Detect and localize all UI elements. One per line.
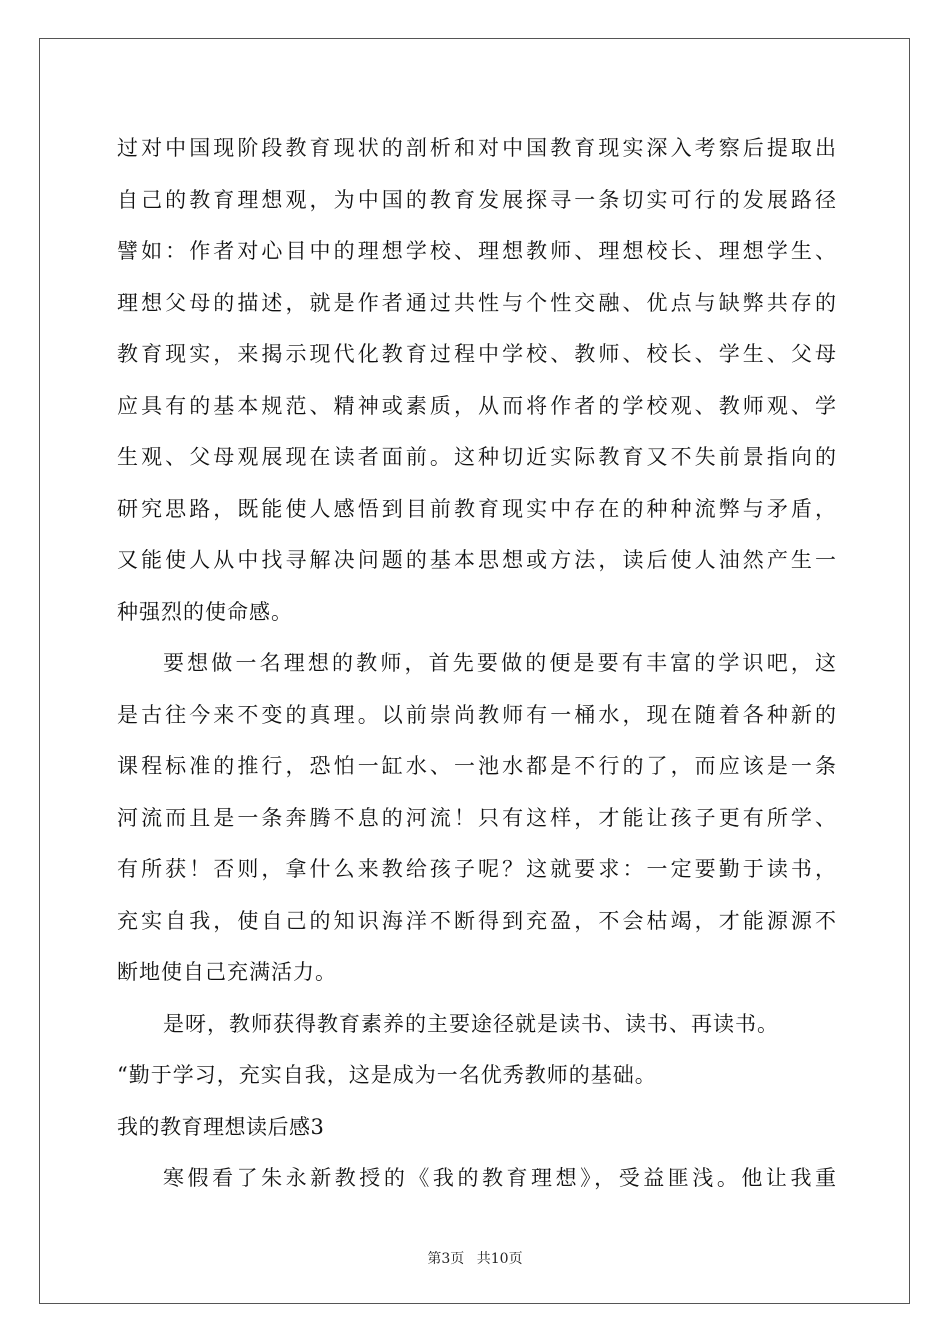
text-line: 譬如：作者对心目中的理想学校、理想教师、理想校长、理想学生、 — [117, 239, 837, 263]
text-line: “勤于学习，充实自我，这是成为一名优秀教师的基础。 — [117, 1063, 657, 1087]
text-line: 生观、父母观展现在读者面前。这种切近实际教育又不失前景指向的 — [117, 445, 837, 469]
text-line: 教育现实，来揭示现代化教育过程中学校、教师、校长、学生、父母 — [117, 342, 837, 366]
text-line: 河流而且是一条奔腾不息的河流！只有这样，才能让孩子更有所学、 — [117, 805, 837, 830]
text-line: 理想父母的描述，就是作者通过共性与个性交融、优点与缺弊共存的 — [117, 290, 837, 315]
text-line: 有所获！否则，拿什么来教给孩子呢？这就要求：一定要勤于读书， — [117, 857, 837, 881]
page-total: 共10页 — [476, 1251, 523, 1267]
text-line: 要想做一名理想的教师，首先要做的便是要有丰富的学识吧，这 — [163, 651, 837, 675]
text-line: 寒假看了朱永新教授的《我的教育理想》，受益匪浅。他让我重 — [163, 1166, 837, 1190]
text-line: 又能使人从中找寻解决问题的基本思想或方法，读后使人油然产生一 — [117, 548, 837, 572]
text-line: 种强烈的使命感。 — [117, 599, 293, 624]
text-line: 断地使自己充满活力。 — [117, 960, 337, 984]
text-line: 研究思路，既能使人感悟到目前教育现实中存在的种种流弊与矛盾， — [117, 496, 837, 521]
text-line: 课程标准的推行，恐怕一缸水、一池水都是不行的了，而应该是一条 — [117, 754, 837, 778]
page-number: 第3页 — [427, 1251, 465, 1267]
section-heading: 我的教育理想读后感3 — [117, 1114, 325, 1139]
text-line: 过对中国现阶段教育现状的剖析和对中国教育现实深入考察后提取出 — [117, 136, 837, 160]
text-line: 是古往今来不变的真理。以前崇尚教师有一桶水，现在随着各种新的 — [117, 702, 837, 727]
text-line: 是呀，教师获得教育素养的主要途径就是读书、读书、再读书。 — [163, 1011, 779, 1036]
text-line: 自己的教育理想观，为中国的教育发展探寻一条切实可行的发展路径 — [117, 187, 837, 212]
text-line: 充实自我，使自己的知识海洋不断得到充盈，不会枯竭，才能源源不 — [117, 908, 837, 933]
text-line: 应具有的基本规范、精神或素质，从而将作者的学校观、教师观、学 — [117, 393, 837, 418]
document-body — [117, 128, 837, 1210]
page-footer — [0, 1248, 950, 1268]
